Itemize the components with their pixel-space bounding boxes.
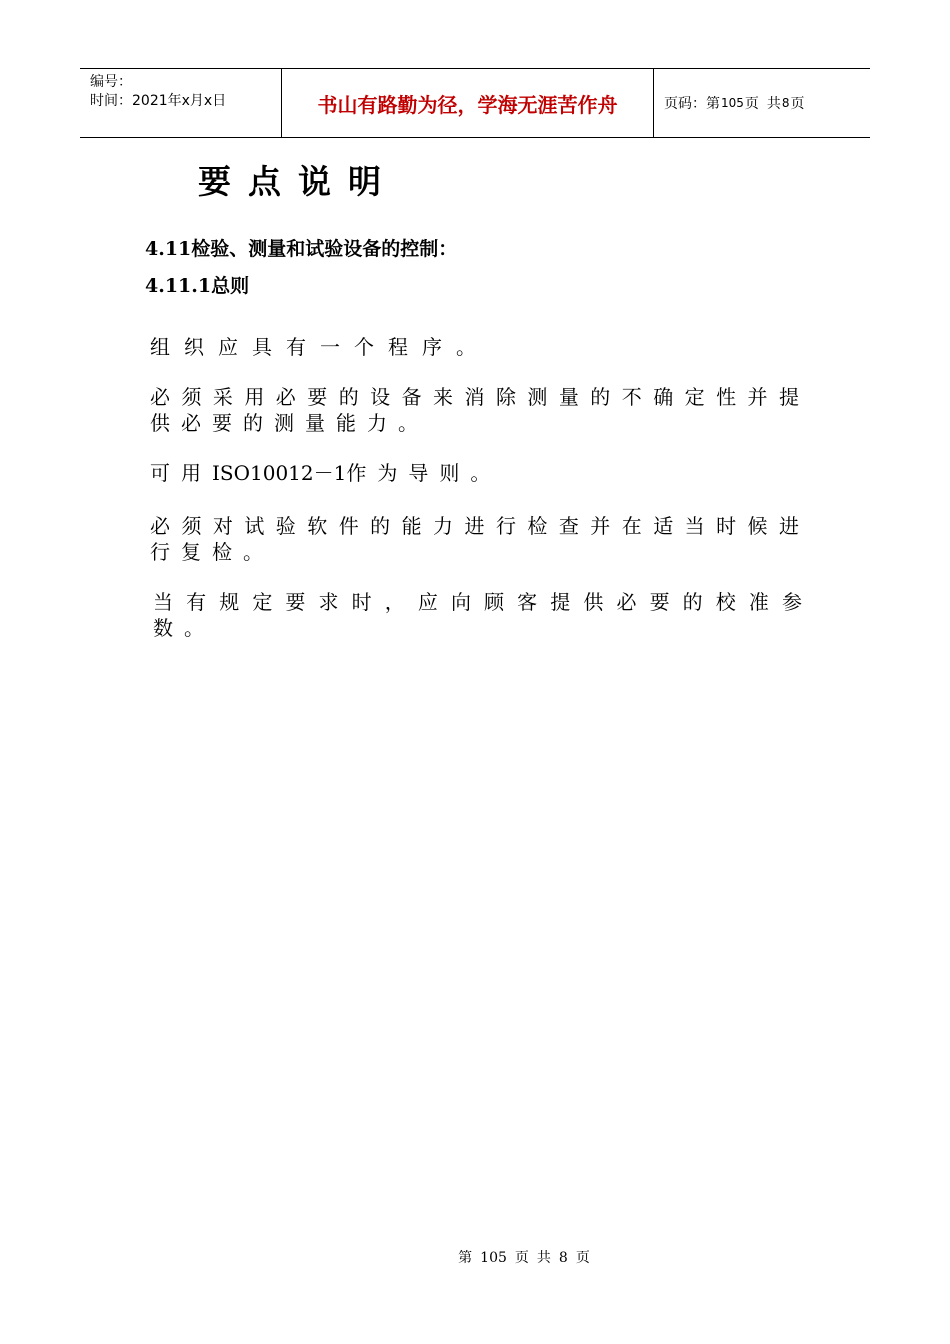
total-number: 8 bbox=[781, 96, 790, 110]
section-heading-4-11-1: 4.11.1总则 bbox=[145, 275, 250, 297]
iso-standard: ISO10012－1 bbox=[212, 461, 347, 485]
paragraph-calibration: 当有规定要求时，应向顾客提供必要的校准参数。 bbox=[153, 590, 813, 640]
iso-text-c: 作为导则。 bbox=[346, 461, 502, 485]
time-label: 时间：2021年x月x日 bbox=[90, 93, 227, 109]
total-prefix: 共 bbox=[766, 96, 781, 112]
footer-page: 105 bbox=[480, 1250, 507, 1266]
footer-c: 共 bbox=[536, 1250, 551, 1266]
footer-d: 页 bbox=[575, 1250, 590, 1266]
header-page-cell bbox=[654, 69, 870, 137]
page-prefix: 页码：第 bbox=[664, 96, 720, 112]
page-mid: 页 bbox=[744, 96, 759, 112]
section-heading-4-11: 4.11检验、测量和试验设备的控制： bbox=[145, 238, 458, 260]
paragraph-software: 必须对试验软件的能力进行检查并在适当时候进行复检。 bbox=[150, 514, 810, 564]
footer-b: 页 bbox=[514, 1250, 529, 1266]
code-label: 编号： bbox=[90, 74, 132, 90]
paragraph-procedure: 组织应具有一个程序。 bbox=[150, 335, 490, 359]
header-meta-cell bbox=[80, 69, 281, 137]
document-header bbox=[80, 68, 870, 138]
total-suffix: 页 bbox=[790, 96, 805, 112]
header-motto-cell bbox=[281, 69, 654, 137]
motto-text: 书山有路勤为径，学海无涯苦作舟 bbox=[317, 92, 618, 117]
page-number: 105 bbox=[721, 96, 744, 110]
footer-total: 8 bbox=[558, 1250, 568, 1266]
footer-a: 第 bbox=[458, 1250, 473, 1266]
page-footer bbox=[0, 1247, 950, 1267]
page-title: 要点说明 bbox=[198, 162, 398, 201]
paragraph-iso-guide bbox=[145, 460, 810, 486]
iso-text-a: 可用 bbox=[150, 461, 212, 485]
paragraph-equipment: 必须采用必要的设备来消除测量的不确定性并提供必要的测量能力。 bbox=[150, 385, 810, 435]
